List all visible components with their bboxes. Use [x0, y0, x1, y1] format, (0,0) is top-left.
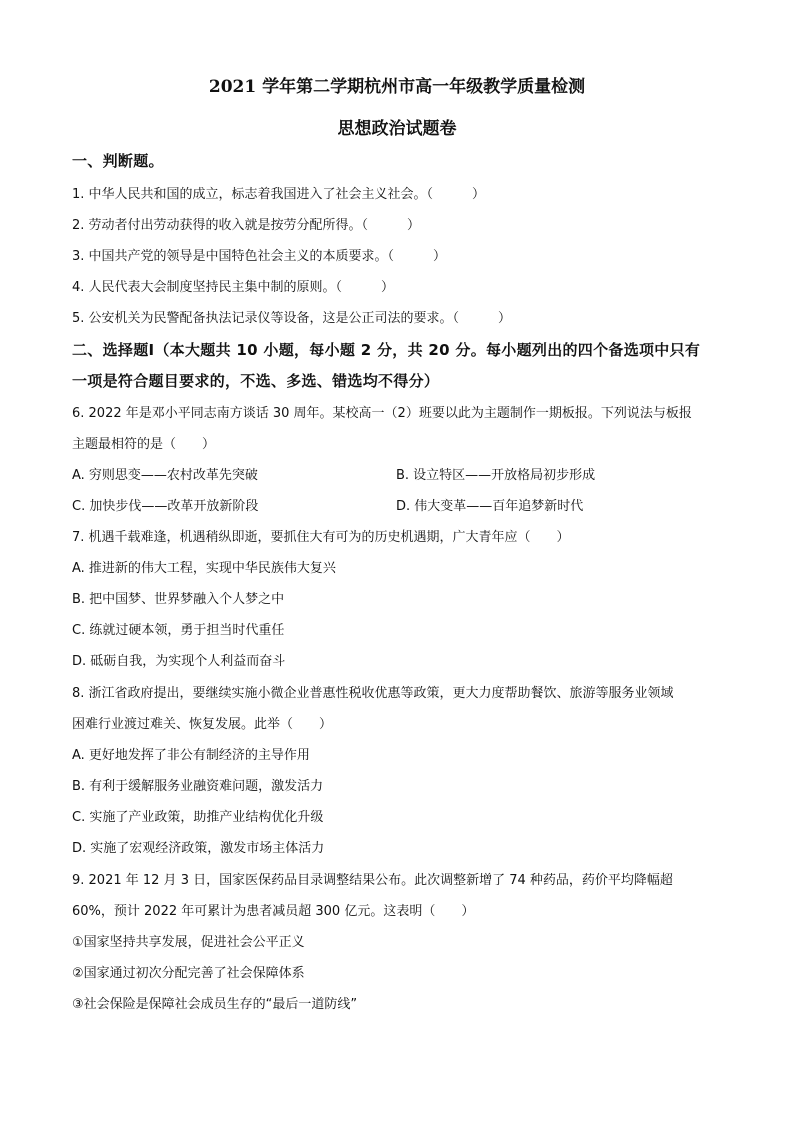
q8-option-a: A. 更好地发挥了非公有制经济的主导作用 — [72, 748, 310, 763]
q9-statement-1: ①国家坚持共享发展，促进社会公平正义 — [72, 935, 305, 950]
q7-stem: 7. 机遇千载难逢，机遇稍纵即逝，要抓住大有可为的历史机遇期，广大青年应（ ） — [72, 530, 570, 545]
q9-statement-2: ②国家通过初次分配完善了社会保障体系 — [72, 966, 305, 981]
q8-stem-line1: 8. 浙江省政府提出，要继续实施小微企业普惠性税收优惠等政策，更大力度帮助餐饮、旅游等服务业领域 — [72, 686, 674, 701]
judge-item-2: 2. 劳动者付出劳动获得的收入就是按劳分配所得。（ ） — [72, 218, 421, 233]
q6-option-d: D. 伟大变革——百年追梦新时代 — [396, 499, 584, 514]
q6-option-c: C. 加快步伐——改革开放新阶段 — [72, 499, 259, 514]
q6-stem-line1: 6. 2022 年是邓小平同志南方谈话 30 周年。某校高一（2）班要以此为主题制作一期板报。下列说法与板报 — [72, 406, 692, 421]
judge-item-4: 4. 人民代表大会制度坚持民主集中制的原则。（ ） — [72, 280, 395, 295]
section2-heading-line2: 一项是符合题目要求的，不选、多选、错选均不得分） — [72, 372, 440, 390]
q6-option-b: B. 设立特区——开放格局初步形成 — [396, 468, 596, 483]
section2-heading-line1: 二、选择题Ⅰ（本大题共 10 小题，每小题 2 分，共 20 分。每小题列出的四个备选项中只有 — [72, 341, 701, 359]
section1-heading: 一、判断题。 — [72, 152, 164, 170]
q7-option-b: B. 把中国梦、世界梦融入个人梦之中 — [72, 592, 285, 607]
judge-item-1: 1. 中华人民共和国的成立，标志着我国进入了社会主义社会。（ ） — [72, 187, 486, 202]
judge-item-3: 3. 中国共产党的领导是中国特色社会主义的本质要求。（ ） — [72, 249, 447, 264]
q9-stem-line1: 9. 2021 年 12 月 3 日，国家医保药品目录调整结果公布。此次调整新增了 74 种药品，药价平均降幅超 — [72, 873, 673, 888]
q9-statement-3: ③社会保险是保障社会成员生存的“最后一道防线” — [72, 997, 358, 1012]
exam-title: 2021 学年第二学期杭州市高一年级教学质量检测 — [208, 77, 586, 97]
q7-option-c: C. 练就过硬本领，勇于担当时代重任 — [72, 623, 285, 638]
q6-option-a: A. 穷则思变——农村改革先突破 — [72, 468, 258, 483]
exam-subtitle: 思想政治试题卷 — [337, 119, 457, 139]
q8-option-b: B. 有利于缓解服务业融资难问题，激发活力 — [72, 779, 324, 794]
q8-option-c: C. 实施了产业政策，助推产业结构优化升级 — [72, 810, 324, 825]
q7-option-d: D. 砥砺自我，为实现个人利益而奋斗 — [72, 654, 286, 669]
q8-option-d: D. 实施了宏观经济政策，激发市场主体活力 — [72, 841, 325, 856]
judge-item-5: 5. 公安机关为民警配备执法记录仪等设备，这是公正司法的要求。（ ） — [72, 311, 512, 326]
q7-option-a: A. 推进新的伟大工程，实现中华民族伟大复兴 — [72, 561, 336, 576]
q8-stem-line2: 困难行业渡过难关、恢复发展。此举（ ） — [72, 717, 333, 732]
q9-stem-line2: 60%，预计 2022 年可累计为患者减员超 300 亿元。这表明（ ） — [72, 904, 475, 919]
q6-stem-line2: 主题最相符的是（ ） — [72, 437, 216, 452]
